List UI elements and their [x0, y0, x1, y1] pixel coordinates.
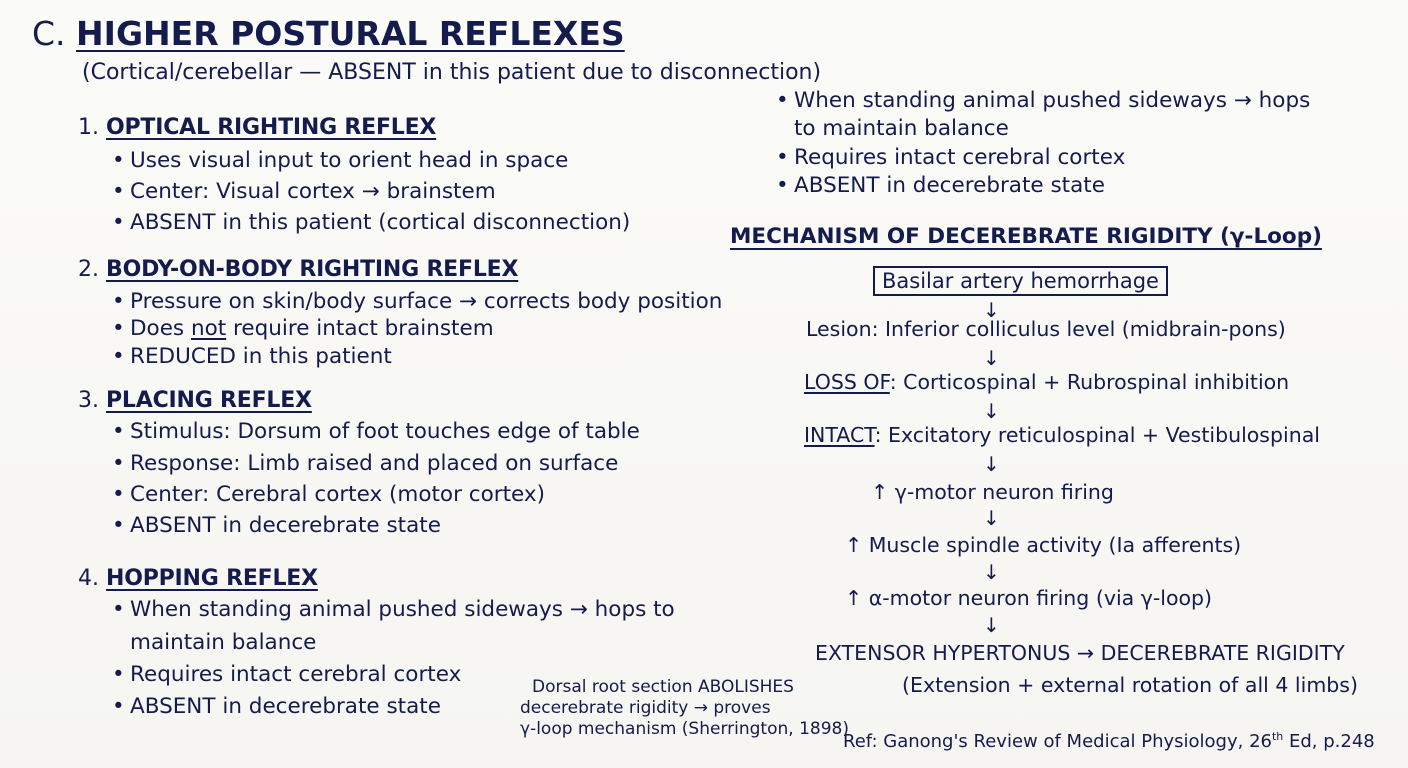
section-heading-optical [78, 115, 436, 140]
bullet-item: • Response: Limb raised and placed on surface [112, 451, 619, 476]
flow-arrow-icon: ↓ [983, 452, 1000, 476]
section-number: 1. [78, 115, 99, 140]
bullet-text: ABSENT in decerebrate state [130, 694, 441, 719]
reference-sup: th [1271, 730, 1284, 743]
section-number: 3. [78, 388, 99, 413]
bullet-text: Center: Cerebral cortex (motor cortex) [130, 482, 545, 507]
section-name: HOPPING REFLEX [106, 566, 318, 591]
bullet-text-underlined: not [190, 316, 227, 341]
loss-text: : Corticospinal + Rubrospinal inhibition [889, 370, 1290, 394]
bullet-text: Pressure on skin/body surface → corrects body position [130, 289, 723, 314]
reference-edition: Ed, p.248 [1283, 731, 1375, 752]
bullet-continuation: maintain balance [130, 630, 317, 655]
reference-main: Ref: Ganong's Review of Medical Physiology, 26 [843, 731, 1272, 752]
bullet-text: When standing animal pushed sideways → hops [794, 88, 1311, 113]
note-line: Dorsal root section ABOLISHES [532, 677, 794, 697]
section-name: PLACING REFLEX [106, 388, 312, 413]
flow-step-loss [804, 370, 1289, 394]
bullet-text: REDUCED in this patient [130, 344, 392, 369]
mechanism-title: MECHANISM OF DECEREBRATE RIGIDITY (γ-Loop) [730, 224, 1322, 249]
bullet-text: ABSENT in this patient (cortical disconnection) [130, 210, 631, 235]
flow-start-box: Basilar artery hemorrhage [873, 266, 1168, 296]
note-line: γ-loop mechanism (Sherrington, 1898) [520, 719, 849, 739]
bullet-text: ABSENT in decerebrate state [130, 513, 441, 538]
flow-step-lesion: Lesion: Inferior colliculus level (midbrain-pons) [806, 317, 1286, 341]
section-number: 2. [78, 257, 99, 282]
flow-arrow-icon: ↓ [983, 298, 1000, 322]
bullet-text: Response: Limb raised and placed on surface [130, 451, 619, 476]
bullet-item: • ABSENT in decerebrate state [776, 173, 1105, 198]
bullet-item: • When standing animal pushed sideways → hops [776, 88, 1311, 113]
bullet-item: • Center: Visual cortex → brainstem [112, 179, 496, 204]
title-prefix: C. [32, 14, 66, 53]
bullet-text: Requires intact cerebral cortex [794, 145, 1126, 170]
flow-step-alpha: ↑ α-motor neuron firing (via γ-loop) [845, 586, 1213, 610]
flow-step-gamma: ↑ γ-motor neuron firing [871, 480, 1114, 504]
bullet-text: ABSENT in decerebrate state [794, 173, 1105, 198]
section-heading-hopping [78, 566, 318, 591]
flow-arrow-icon: ↓ [983, 560, 1000, 584]
bullet-text-post: require intact brainstem [226, 316, 494, 341]
bullet-text-pre: Does [130, 316, 191, 341]
bullet-item: • When standing animal pushed sideways → hops to [112, 597, 675, 622]
bullet-item: • Stimulus: Dorsum of foot touches edge of table [112, 419, 640, 444]
bullet-item: • Requires intact cerebral cortex [112, 662, 462, 687]
bullet-text: Center: Visual cortex → brainstem [130, 179, 496, 204]
bullet-item: • ABSENT in this patient (cortical disconnection) [112, 210, 631, 235]
bullet-item: • Requires intact cerebral cortex [776, 145, 1126, 170]
bullet-item: • REDUCED in this patient [112, 344, 392, 369]
reference [843, 730, 1375, 752]
flow-arrow-icon: ↓ [983, 346, 1000, 370]
flow-arrow-icon: ↓ [983, 506, 1000, 530]
section-heading-placing [78, 388, 312, 413]
flow-arrow-icon: ↓ [983, 399, 1000, 423]
subtitle: (Cortical/cerebellar — ABSENT in this patient due to disconnection) [82, 60, 822, 85]
bullet-item: • Center: Cerebral cortex (motor cortex) [112, 482, 545, 507]
flow-result-sub: (Extension + external rotation of all 4 limbs) [902, 673, 1358, 697]
flow-result: EXTENSOR HYPERTONUS → DECEREBRATE RIGIDITY [815, 641, 1345, 665]
bullet-continuation: to maintain balance [794, 116, 1009, 141]
bullet-item: • Pressure on skin/body surface → corrects body position [112, 289, 723, 314]
section-heading-body-on-body [78, 257, 518, 282]
flow-step-spindle: ↑ Muscle spindle activity (Ia afferents) [845, 533, 1242, 557]
bullet-item: • ABSENT in decerebrate state [112, 513, 441, 538]
flow-arrow-icon: ↓ [983, 613, 1000, 637]
bullet-item: • Does not require intact brainstem [112, 316, 494, 341]
bullet-text: Requires intact cerebral cortex [130, 662, 462, 687]
page-title [32, 14, 625, 53]
section-name: OPTICAL RIGHTING REFLEX [106, 115, 437, 140]
intact-label: INTACT [804, 423, 875, 447]
bullet-text: Uses visual input to orient head in space [130, 148, 569, 173]
title-main: HIGHER POSTURAL REFLEXES [76, 14, 625, 53]
note-line: decerebrate rigidity → proves [520, 698, 771, 718]
bullet-item: • ABSENT in decerebrate state [112, 694, 441, 719]
bullet-text: Stimulus: Dorsum of foot touches edge of table [130, 419, 640, 444]
section-name: BODY-ON-BODY RIGHTING REFLEX [106, 257, 519, 282]
section-number: 4. [78, 566, 99, 591]
loss-label: LOSS OF [804, 370, 890, 394]
flow-step-intact [804, 423, 1320, 447]
bullet-text: When standing animal pushed sideways → hops to [130, 597, 675, 622]
intact-text: : Excitatory reticulospinal + Vestibulospinal [874, 423, 1320, 447]
bullet-item: • Uses visual input to orient head in space [112, 148, 569, 173]
